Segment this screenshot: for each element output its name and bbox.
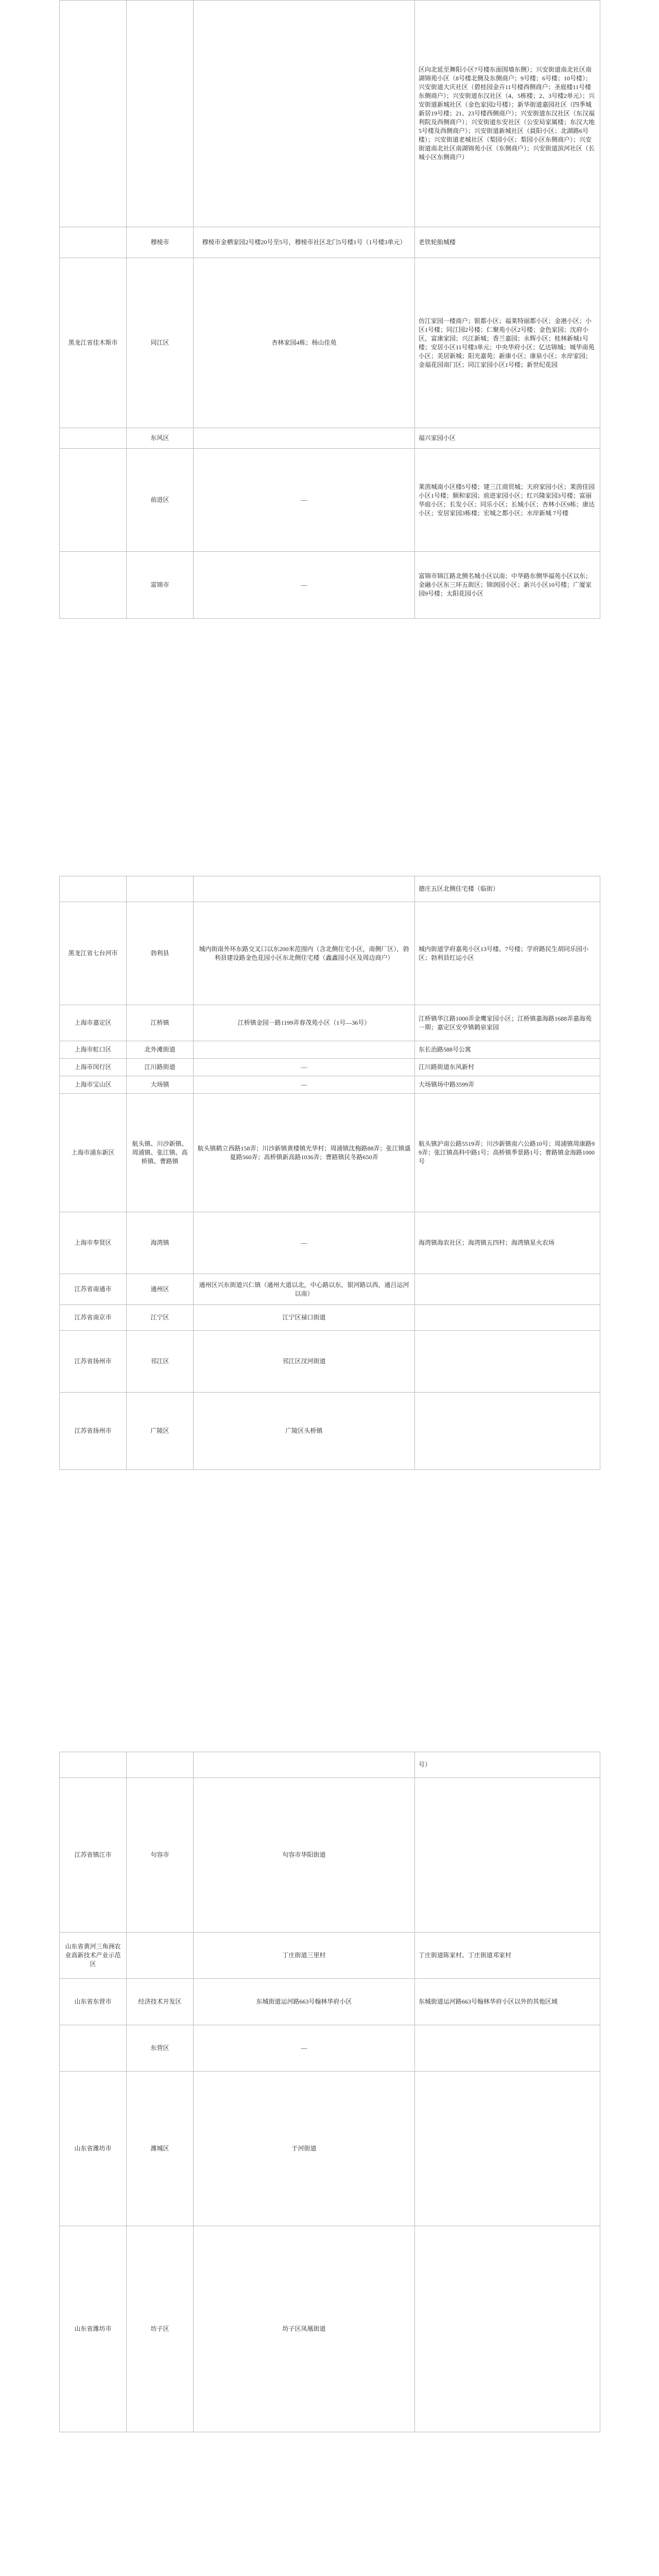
area-cell: 山东省东营市 bbox=[60, 1979, 127, 2025]
district-cell: 句容市 bbox=[127, 1778, 194, 1933]
high-risk-cell: 坊子区凤凰街道 bbox=[194, 2226, 415, 2432]
high-risk-cell: 航头镇鹤立西路158弄；川沙新镇黄楼镇光华村；周浦镇沈梅路88弄；张江镇盛夏路560弄；高桥镇新高路1036弄；曹路镇民冬路650弄 bbox=[194, 1094, 415, 1212]
table-row bbox=[60, 1393, 600, 1470]
table-row bbox=[60, 876, 600, 902]
mid-risk-cell: 德庄五区北侧住宅楼（临街） bbox=[415, 876, 600, 902]
area-cell: 上海市闵行区 bbox=[60, 1059, 127, 1076]
mid-risk-cell: 莱茵城南小区楼5号楼；建三江商贸城；天府家园小区；莱茵佳园小区1号楼；顺和家园；前进家园小区；红兴隆家园3号楼；富丽华庭小区；长发小区；同乐小区；长城小区；杏林小区9栋；康达小区；安居家园3栋楼；宏城之都小区；水岸新城 7号楼 bbox=[415, 449, 600, 552]
mid-risk-cell: 江桥镇华江路1000弄金鹰家园小区；江桥镇嘉海路1688弄嘉海苑一期；嘉定区安亭镇鹤泉家园 bbox=[415, 1005, 600, 1041]
high-risk-cell: — bbox=[194, 552, 415, 619]
mid-risk-cell bbox=[415, 1274, 600, 1305]
district-cell: 广陵区 bbox=[127, 1393, 194, 1470]
risk-table-block-3 bbox=[59, 1752, 600, 2432]
table-row bbox=[60, 1212, 600, 1274]
district-cell: 经济技术开发区 bbox=[127, 1979, 194, 2025]
district-cell: 坊子区 bbox=[127, 2226, 194, 2432]
mid-risk-cell: 东城街道运河路663号翰林华府小区以外的其他区域 bbox=[415, 1979, 600, 2025]
district-cell: 北外滩街道 bbox=[127, 1041, 194, 1059]
high-risk-cell: 城内街南外环东路交叉口以东200米范围内（含北侧住宅小区，南侧厂区），勃利县建设路金色花园小区东北侧住宅楼（鑫鑫园小区及周边商户） bbox=[194, 902, 415, 1005]
district-cell: 前进区 bbox=[127, 449, 194, 552]
mid-risk-cell bbox=[415, 1393, 600, 1470]
high-risk-cell bbox=[194, 1041, 415, 1059]
mid-risk-cell: 航头镇沪南公路5519弄；川沙新镇南六公路10号；周浦镇周康路99弄；张江镇高科中路1号；高桥镇季景路1号；曹路镇金海路1000号 bbox=[415, 1094, 600, 1212]
district-cell: 东营区 bbox=[127, 2025, 194, 2072]
table-row bbox=[60, 902, 600, 1005]
table-row bbox=[60, 1979, 600, 2025]
high-risk-cell: — bbox=[194, 449, 415, 552]
mid-risk-cell: 海湾镇海农社区；海湾镇五四村；海湾镇星火农场 bbox=[415, 1212, 600, 1274]
area-cell bbox=[60, 428, 127, 449]
table-row bbox=[60, 258, 600, 428]
table-row bbox=[60, 227, 600, 258]
mid-risk-cell: 大场镇场中路3599弄 bbox=[415, 1076, 600, 1094]
high-risk-cell: 句容市华阳街道 bbox=[194, 1778, 415, 1933]
area-cell: 上海市虹口区 bbox=[60, 1041, 127, 1059]
district-cell bbox=[127, 876, 194, 902]
mid-risk-cell: 城内街道学府嘉苑小区13号楼、7号楼；学府路民生胡同乐园小区；勃利县红运小区 bbox=[415, 902, 600, 1005]
area-cell: 江苏省南通市 bbox=[60, 1274, 127, 1305]
district-cell: 通州区 bbox=[127, 1274, 194, 1305]
area-cell: 山东省黄河三角洲农业高新技术产业示范区 bbox=[60, 1933, 127, 1979]
high-risk-cell bbox=[194, 1752, 415, 1778]
high-risk-cell: 江桥镇金园一路1199弄春茂苑小区（1号—36号） bbox=[194, 1005, 415, 1041]
mid-risk-cell bbox=[415, 2226, 600, 2432]
mid-risk-cell: 东长治路588号公寓 bbox=[415, 1041, 600, 1059]
high-risk-cell bbox=[194, 428, 415, 449]
high-risk-cell: 穆棱市金栖家园2号楼20号至5号，穆棱市社区北门5号楼1号（1号楼3单元） bbox=[194, 227, 415, 258]
table-row bbox=[60, 1274, 600, 1305]
high-risk-cell bbox=[194, 876, 415, 902]
district-cell: 富锦市 bbox=[127, 552, 194, 619]
district-cell: 东风区 bbox=[127, 428, 194, 449]
district-cell bbox=[127, 1933, 194, 1979]
area-cell: 上海市嘉定区 bbox=[60, 1005, 127, 1041]
mid-risk-cell: 仿江家园一楼商户；银都小区；福莱特丽都小区；金港小区；小区1号楼；同江园2号楼；仁聚苑小区2号楼；金色家园；沈府小区，富康家园；兴江新城；香兰嘉园；永辉小区；桂林新城1号楼；安居小区11号楼3单元；中央华府小区；亿达锦城；城华南苑小区；美居新城；阳光嘉苑；新康小区；康泉小区；水岸家园；金福花园南门区；同江家园小区1号楼；新世纪花园 bbox=[415, 258, 600, 428]
high-risk-cell: 邗江区汊河街道 bbox=[194, 1331, 415, 1393]
high-risk-cell: 江宁区禄口街道 bbox=[194, 1305, 415, 1331]
district-cell: 江桥镇 bbox=[127, 1005, 194, 1041]
table-row bbox=[60, 552, 600, 619]
high-risk-cell: — bbox=[194, 1059, 415, 1076]
district-cell: 大场镇 bbox=[127, 1076, 194, 1094]
area-cell bbox=[60, 2025, 127, 2072]
table-row bbox=[60, 2072, 600, 2226]
district-cell: 勃利县 bbox=[127, 902, 194, 1005]
table-row bbox=[60, 1, 600, 227]
table-row bbox=[60, 1059, 600, 1076]
area-cell: 上海市奉贤区 bbox=[60, 1212, 127, 1274]
high-risk-cell: 丁庄街道三里村 bbox=[194, 1933, 415, 1979]
mid-risk-cell bbox=[415, 1778, 600, 1933]
district-cell: 江川路街道 bbox=[127, 1059, 194, 1076]
table-row bbox=[60, 428, 600, 449]
district-cell bbox=[127, 1, 194, 227]
area-cell: 黑龙江省七台河市 bbox=[60, 902, 127, 1005]
area-cell: 江苏省南京市 bbox=[60, 1305, 127, 1331]
mid-risk-cell bbox=[415, 1305, 600, 1331]
mid-risk-cell: 江川路街道东风新村 bbox=[415, 1059, 600, 1076]
area-cell bbox=[60, 227, 127, 258]
high-risk-cell: — bbox=[194, 1076, 415, 1094]
area-cell bbox=[60, 876, 127, 902]
table-row bbox=[60, 1305, 600, 1331]
area-cell: 山东省潍坊市 bbox=[60, 2226, 127, 2432]
district-cell: 同江区 bbox=[127, 258, 194, 428]
area-cell: 江苏省扬州市 bbox=[60, 1331, 127, 1393]
table-row bbox=[60, 2226, 600, 2432]
area-cell bbox=[60, 1752, 127, 1778]
mid-risk-cell bbox=[415, 2072, 600, 2226]
mid-risk-cell: 老铁轮胎城楼 bbox=[415, 227, 600, 258]
table-row bbox=[60, 1076, 600, 1094]
risk-table-block-1 bbox=[59, 0, 600, 619]
risk-table-block-2 bbox=[59, 876, 600, 1470]
table-row bbox=[60, 1094, 600, 1212]
mid-risk-cell: 区向北延至舞阳小区7号楼东面围墙东侧）；兴安街道南北社区南湖锦苑小区（8号楼北侧及东侧商户；9号楼；6号楼；10号楼）；兴安街道大庆社区（碧桂园金卉11号楼西侧商户；圣庭楼11号楼东侧商户）；兴安街道东汉社区（4、5栋楼；2、3号楼2单元）；兴安街道新城社区（金色家园2号楼）；新华街道嘉园社区（四季城新居19号楼；21、23号楼西侧商户）；兴安街道东汉社区（东汉福利院及西侧商户）；兴安街道东安社区（公安局家属楼；东汉大地5号楼及西侧商户）；兴安街道新城社区（晨阳小区；北湖路6号楼）；兴安街道老城社区（梨园小区；梨园小区东侧商户）；兴安街道南北社区南湖锦苑小区（东侧商户）；兴安街道滨河社区（长城小区东侧商户） bbox=[415, 1, 600, 227]
district-cell bbox=[127, 1752, 194, 1778]
area-cell bbox=[60, 552, 127, 619]
district-cell: 海湾镇 bbox=[127, 1212, 194, 1274]
district-cell: 潍城区 bbox=[127, 2072, 194, 2226]
area-cell bbox=[60, 449, 127, 552]
area-cell: 上海市宝山区 bbox=[60, 1076, 127, 1094]
high-risk-cell: — bbox=[194, 1212, 415, 1274]
high-risk-cell: 于河街道 bbox=[194, 2072, 415, 2226]
mid-risk-cell: 福兴家园小区 bbox=[415, 428, 600, 449]
high-risk-cell: 东城街道运河路663号翰林华府小区 bbox=[194, 1979, 415, 2025]
area-cell: 江苏省镇江市 bbox=[60, 1778, 127, 1933]
area-cell: 山东省潍坊市 bbox=[60, 2072, 127, 2226]
mid-risk-cell: 富锦市锦江路北侧名城小区以南；中华路东侧华福苑小区以东；金融小区东三环五街区；锦润园小区；新兴小区10号楼；广厦家园9号楼；太阳花园小区 bbox=[415, 552, 600, 619]
high-risk-cell: 杏林家园4栋；杨山佳苑 bbox=[194, 258, 415, 428]
table-row bbox=[60, 449, 600, 552]
mid-risk-cell bbox=[415, 1331, 600, 1393]
high-risk-cell bbox=[194, 1, 415, 227]
district-cell: 航头镇、川沙新镇、周浦镇、张江镇、高桥镇、曹路镇 bbox=[127, 1094, 194, 1212]
mid-risk-cell: 号） bbox=[415, 1752, 600, 1778]
area-cell: 上海市浦东新区 bbox=[60, 1094, 127, 1212]
area-cell bbox=[60, 1, 127, 227]
table-row bbox=[60, 1778, 600, 1933]
high-risk-cell: — bbox=[194, 2025, 415, 2072]
area-cell: 黑龙江省佳木斯市 bbox=[60, 258, 127, 428]
district-cell: 邗江区 bbox=[127, 1331, 194, 1393]
table-row bbox=[60, 1005, 600, 1041]
high-risk-cell: 通州区兴东街道兴仁镇（通州大道以北，中心路以东，银河路以西，通吕运河以南） bbox=[194, 1274, 415, 1305]
mid-risk-cell: 丁庄街道陈家村、丁庄街道邓家村 bbox=[415, 1933, 600, 1979]
table-row bbox=[60, 2025, 600, 2072]
district-cell: 江宁区 bbox=[127, 1305, 194, 1331]
table-row bbox=[60, 1331, 600, 1393]
table-row bbox=[60, 1933, 600, 1979]
area-cell: 江苏省扬州市 bbox=[60, 1393, 127, 1470]
mid-risk-cell bbox=[415, 2025, 600, 2072]
high-risk-cell: 广陵区头桥镇 bbox=[194, 1393, 415, 1470]
district-cell: 穆棱市 bbox=[127, 227, 194, 258]
table-row bbox=[60, 1752, 600, 1778]
table-row bbox=[60, 1041, 600, 1059]
